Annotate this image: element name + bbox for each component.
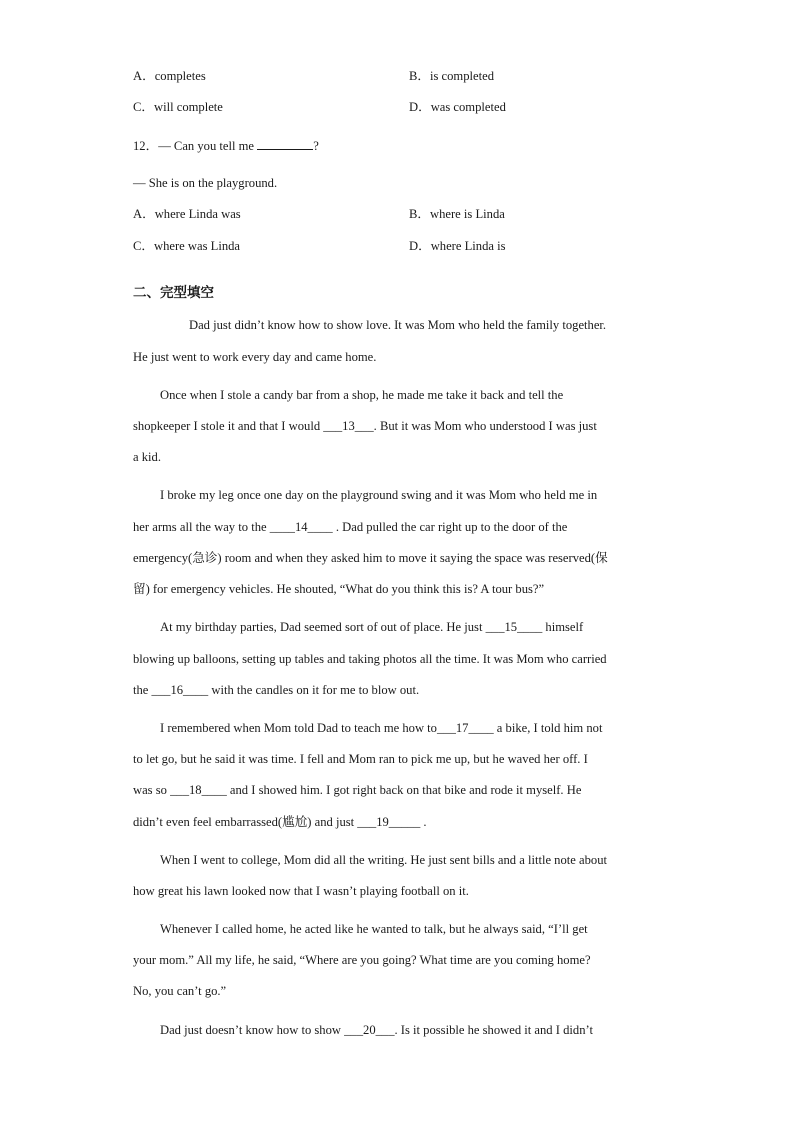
- passage-text: . Dad pulled the car right up to the door of the: [332, 520, 568, 534]
- option-text: B．where is Linda: [409, 207, 505, 221]
- passage-line: [133, 519, 567, 535]
- passage-line: 留) for emergency vehicles. He shouted, “What do you think this is? A tour bus?”: [133, 582, 545, 596]
- passage-line: Once when I stole a candy bar from a shop, he made me take it back and tell the: [160, 388, 564, 402]
- passage-line: to let go, but he said it was time. I fell and Mom ran to pick me up, but he waved her off. I: [133, 752, 588, 766]
- passage-text: .: [420, 815, 427, 829]
- blank-16[interactable]: ___16____: [151, 683, 209, 697]
- passage-text: . But it was Mom who understood I was just: [373, 419, 597, 433]
- passage-line: [160, 1022, 593, 1038]
- option-text: C．will complete: [133, 100, 223, 114]
- q12-stem: [133, 137, 319, 153]
- blank-19[interactable]: ___19_____: [357, 815, 421, 829]
- section-heading: 二、完型填空: [133, 285, 214, 301]
- q11-option-a[interactable]: [133, 68, 206, 84]
- passage-line: a kid.: [133, 450, 161, 464]
- passage-text: the: [133, 683, 152, 697]
- q11-option-b[interactable]: [409, 68, 494, 84]
- passage-line: Dad just didn’t know how to show love. It was Mom who held the family together.: [189, 318, 607, 332]
- q12-option-d[interactable]: [409, 238, 506, 254]
- passage-line: [160, 619, 583, 635]
- passage-text: was so: [133, 783, 171, 797]
- passage-text: At my birthday parties, Dad seemed sort of out of place. He just: [160, 620, 486, 634]
- blank-18[interactable]: ___18____: [170, 783, 227, 797]
- option-text: B．is completed: [409, 69, 494, 83]
- q12-option-b[interactable]: [409, 206, 505, 222]
- passage-text: her arms all the way to the: [133, 520, 270, 534]
- q12-answer-line: [133, 175, 277, 191]
- passage-text: . Is it possible he showed it and I didn’t: [394, 1023, 593, 1037]
- q12-option-c[interactable]: [133, 238, 240, 254]
- passage-text: himself: [542, 620, 584, 634]
- passage-text: shopkeeper I stole it and that I would: [133, 419, 324, 433]
- passage-line: your mom.” All my life, he said, “Where are you going? What time are you coming home?: [133, 953, 591, 967]
- blank-13[interactable]: ___13___: [323, 419, 374, 433]
- passage-text: didn’t even feel embarrassed(尴尬) and just: [133, 815, 358, 829]
- q12-stem-suffix: ?: [313, 139, 319, 153]
- passage-line: how great his lawn looked now that I wasn’t playing football on it.: [133, 884, 469, 898]
- passage-line: When I went to college, Mom did all the writing. He just sent bills and a little note about: [160, 853, 607, 867]
- blank-15[interactable]: ___15____: [485, 620, 543, 634]
- passage-line: blowing up balloons, setting up tables and taking photos all the time. It was Mom who carried: [133, 652, 607, 666]
- q12-stem-text: 12．— Can you tell me: [133, 139, 258, 153]
- passage-line: [133, 418, 597, 434]
- passage-line: [133, 782, 581, 798]
- option-text: A．where Linda was: [133, 207, 241, 221]
- option-text: D．where Linda is: [409, 239, 506, 253]
- option-text: C．where was Linda: [133, 239, 241, 253]
- blank-20[interactable]: ___20___: [344, 1023, 395, 1037]
- passage-text: Dad just doesn’t know how to show: [160, 1023, 345, 1037]
- option-text: A．completes: [133, 69, 206, 83]
- answer-blank[interactable]: [257, 137, 313, 150]
- passage-line: Whenever I called home, he acted like he wanted to talk, but he always said, “I’ll get: [160, 922, 588, 936]
- passage-line: [160, 720, 602, 736]
- blank-14[interactable]: ____14____: [269, 520, 333, 534]
- passage-text: and I showed him. I got right back on that bike and rode it myself. He: [226, 783, 582, 797]
- passage-line: [133, 814, 427, 830]
- q11-option-d[interactable]: [409, 99, 506, 115]
- q12-option-a[interactable]: [133, 206, 241, 222]
- passage-text: a bike, I told him not: [493, 721, 603, 735]
- blank-17[interactable]: ___17____: [436, 721, 494, 735]
- passage-text: with the candles on it for me to blow out.: [208, 683, 420, 697]
- passage-line: He just went to work every day and came home.: [133, 350, 377, 364]
- dialogue-text: — She is on the playground.: [133, 176, 278, 190]
- passage-line: emergency(急诊) room and when they asked him to move it saying the space was reserved(保: [133, 551, 608, 565]
- passage-line: I broke my leg once one day on the playground swing and it was Mom who held me in: [160, 488, 598, 502]
- q11-option-c[interactable]: [133, 99, 223, 115]
- passage-text: I remembered when Mom told Dad to teach me how to: [160, 721, 437, 735]
- option-text: D．was completed: [409, 100, 506, 114]
- passage-line: [133, 682, 419, 698]
- passage-line: No, you can’t go.”: [133, 984, 227, 998]
